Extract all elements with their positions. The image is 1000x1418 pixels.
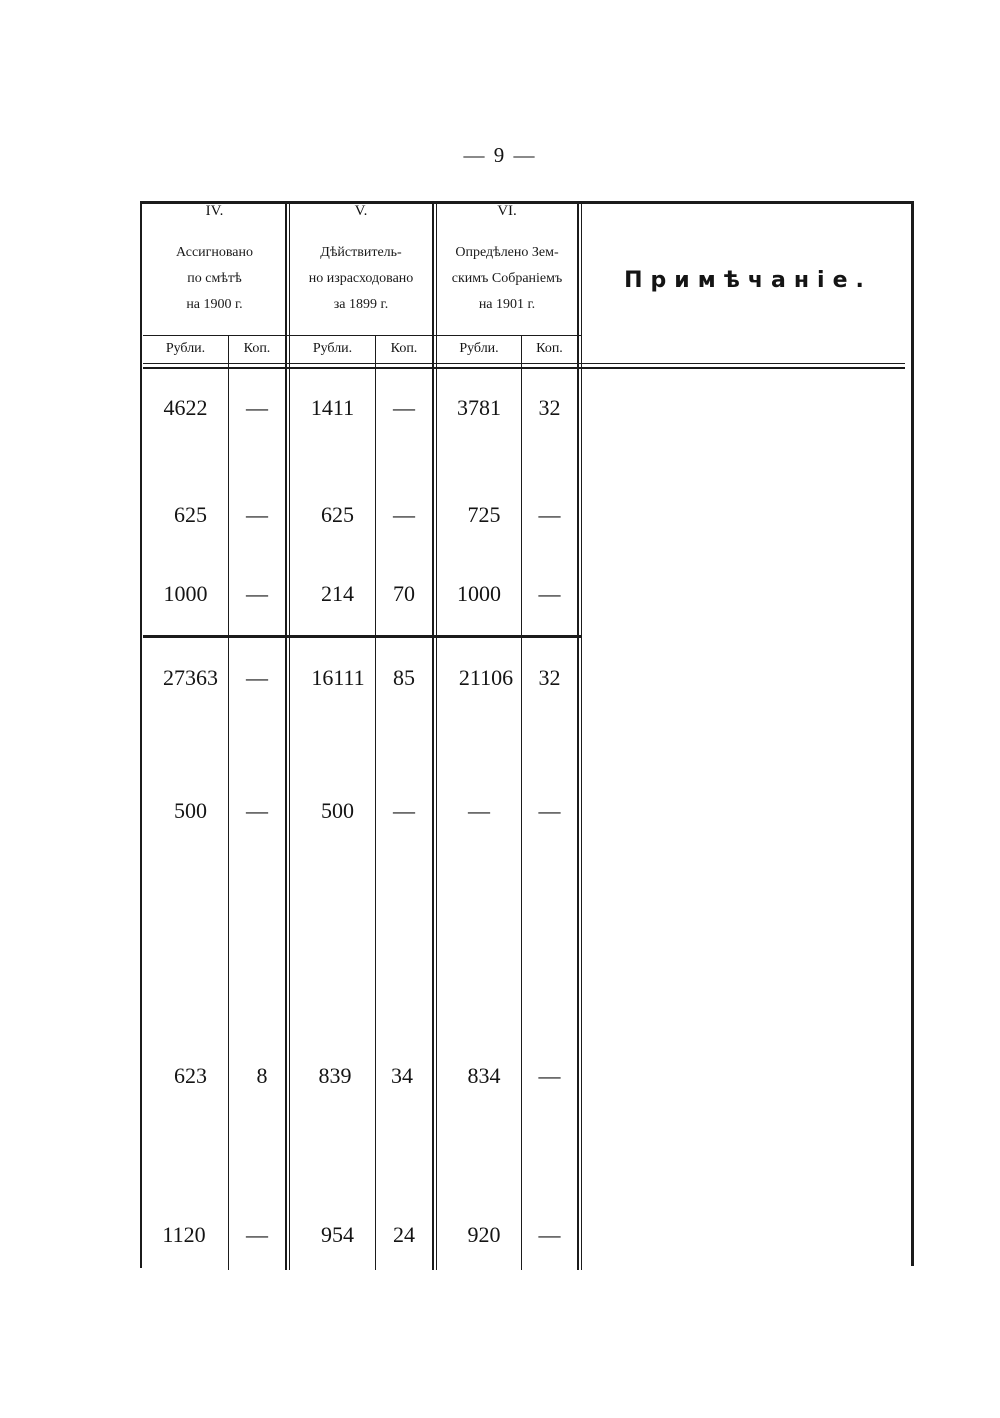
table-row-6-vi-kopecks: — [538,1063,561,1088]
table-row-4-v-rubles: 16111 [311,665,365,690]
table-row-5-iv-kopecks: — [246,798,268,823]
column-vi-title-line1: Опредѣлено Зем- [455,245,559,260]
column-vi-title-line2: скимъ Собраніемъ [451,271,563,286]
table-row-7-v-kopecks: 24 [393,1222,415,1247]
table-left-border [140,203,142,1268]
table-row-7-v-rubles: 954 [321,1222,354,1247]
table-row-5-v-kopecks: — [393,798,415,823]
column-iv-rubles-header: Рубли. [165,341,206,356]
table-row-1-vi-rubles: 3781 [457,395,501,420]
column-divider-vi-notes-a [577,204,579,1270]
table-row-6-v-rubles: 839 [318,1063,352,1088]
column-vi-title [437,240,577,318]
table-row-1-vi-kopecks: 32 [538,395,561,420]
table-row-5-iv-rubles: 500 [174,798,207,823]
column-divider-iv-v-b [289,204,290,1270]
column-vi-kopecks-header: Коп. [536,341,563,356]
column-v-title-line3: за 1899 г. [333,297,389,312]
column-v-rubles-header: Рубли. [312,341,353,356]
column-iv-title-line2: по смѣтѣ [187,271,242,286]
column-vi-rubles-header: Рубли. [459,341,499,356]
subheader-rule [143,335,581,336]
table-row-6-iv-rubles: 623 [174,1063,207,1088]
table-row-1-v-kopecks: — [393,395,415,420]
table-row-6-vi-rubles: 834 [467,1063,501,1088]
table-row-5-vi-rubles: — [468,798,490,823]
column-vi-number: VI. [497,203,517,219]
column-divider-v-vi-a [432,204,434,1270]
table-row-4-v-kopecks: 85 [393,665,415,690]
notes-column-title: Примѣчаніе. [624,268,872,293]
column-iv-title-line3: на 1900 г. [186,297,243,312]
table-row-2-vi-rubles: 725 [467,502,501,527]
table-row-4-vi-kopecks: 32 [538,665,561,690]
table-row-7-iv-rubles: 1120 [162,1222,206,1247]
column-v-title [290,240,432,318]
column-v-kopecks-header: Коп. [390,341,418,356]
header-bottom-double-rule-a [143,363,905,364]
table-row-7-iv-kopecks: — [246,1222,268,1247]
column-iv-number: IV. [205,203,224,219]
table-right-border [911,203,914,1266]
column-v-title-line1: Дѣйствитель- [320,245,402,260]
table-row-1-iv-kopecks: — [246,395,268,420]
table-row-4-vi-rubles: 21106 [458,665,514,690]
table-row-5-v-rubles: 500 [321,798,354,823]
table-row-7-vi-kopecks: — [538,1222,561,1247]
table-row-3-v-kopecks: 70 [393,581,415,606]
table-row-2-v-rubles: 625 [321,502,354,527]
section-separator-rule [143,635,581,638]
table-row-6-iv-kopecks: 8 [256,1063,268,1088]
table-row-6-v-kopecks: 34 [391,1063,413,1088]
column-v-number: V. [354,203,368,219]
table-row-2-iv-rubles: 625 [174,502,207,527]
column-divider-vi-notes-b [581,204,582,1270]
column-iv-kopecks-header: Коп. [243,341,271,356]
table-row-5-vi-kopecks: — [538,798,561,823]
column-divider-iv-v-a [285,204,287,1270]
table-row-7-vi-rubles: 920 [467,1222,501,1247]
table-row-1-iv-rubles: 4622 [163,395,208,420]
table-row-1-v-rubles: 1411 [310,395,355,420]
page-number: — 9 — [463,143,537,167]
table-row-3-v-rubles: 214 [321,581,354,606]
table-row-4-iv-rubles: 27363 [163,665,218,690]
table-row-3-iv-rubles: 1000 [163,581,208,606]
column-vi-title-line3: на 1901 г. [478,297,536,312]
column-divider-v-vi-b [436,204,437,1270]
header-bottom-double-rule-b [143,367,905,369]
table-row-2-iv-kopecks: — [246,502,268,527]
table-row-3-vi-kopecks: — [538,581,561,606]
column-iv-title [143,240,286,318]
column-iv-title-line1: Ассигновано [175,245,254,260]
table-row-3-iv-kopecks: — [246,581,268,606]
column-v-title-line2: но израсходовано [308,271,414,286]
table-row-4-iv-kopecks: — [246,665,268,690]
table-row-2-v-kopecks: — [393,502,415,527]
table-row-2-vi-kopecks: — [538,502,561,527]
table-row-3-vi-rubles: 1000 [457,581,501,606]
